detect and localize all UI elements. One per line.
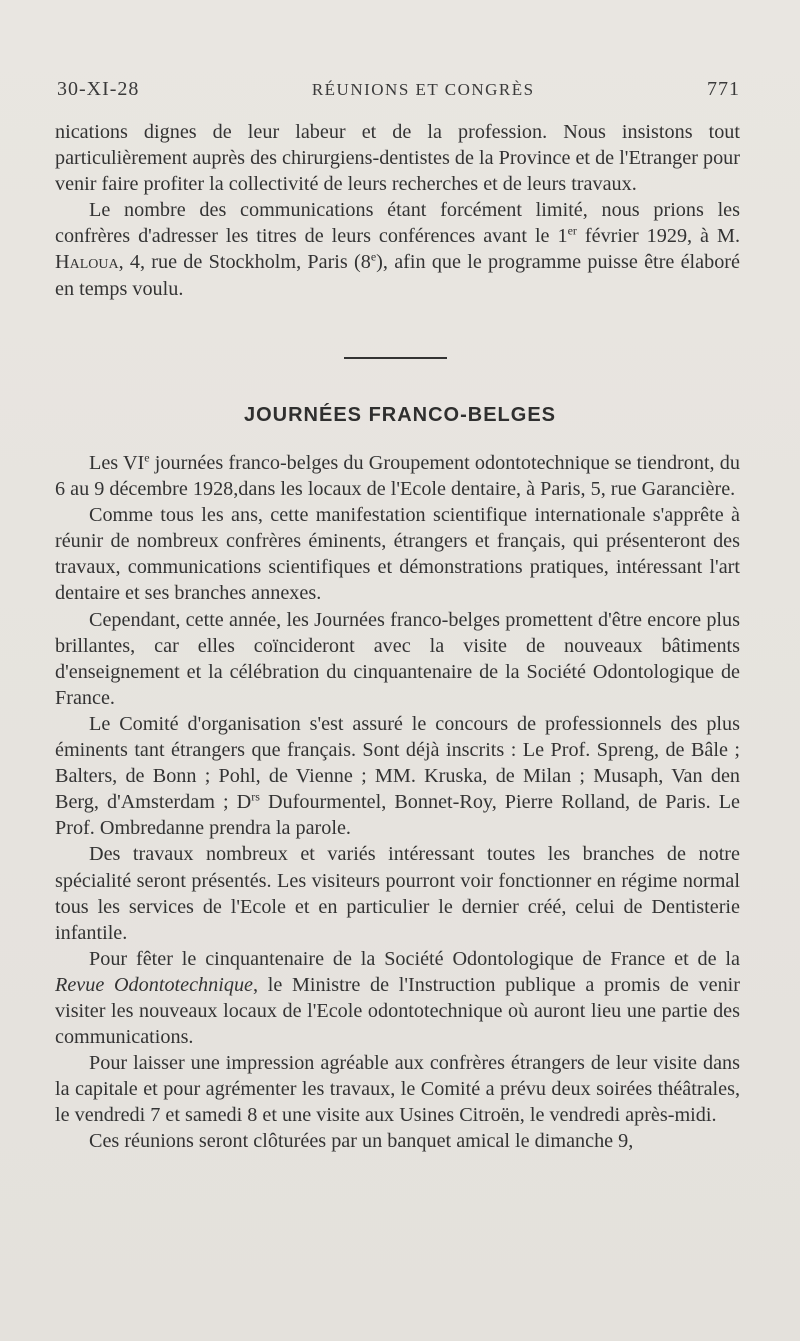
person-name: Haloua: [55, 251, 119, 274]
text-run: journées franco-belges du Groupement odontotechnique se tiendront, du 6 au 9 décembre 1928,dans les locaux de l'Ecole dentaire, à Paris, 5, rue Garancière.: [55, 452, 740, 501]
text-run: Pour fêter le cinquantenaire de la Société Odontologique de France et de la: [89, 947, 740, 970]
text-run: Le Comité d'organisation s'est assuré le concours de professionnels des plus éminents tant étrangers que français. Sont déjà inscrits : Le Prof. Spreng, de Bâle ; Balters, de Bonn ; Pohl, de Vienne ; MM. Kruska, de Milan ; Musaph, Van den Berg, d'Amsterdam ; D: [55, 712, 740, 814]
superscript: e: [144, 450, 150, 465]
text-run: Les VI: [89, 452, 145, 474]
paragraph: Cependant, cette année, les Journées franco-belges promettent d'être encore plus brillantes, car elles coïncideront avec la visite de nouveaux bâtiments d'enseignement et la célébration du cinquantenaire de la Société Odontologique de France.: [55, 608, 740, 709]
paragraph: Des travaux nombreux et variés intéressant toutes les branches de notre spécialité seront présentés. Les visiteurs pourront voir fonctionner en régime normal tous les services de l'Ecole et en particulier le dernier créé, celui de Dentisterie infantile.: [55, 843, 740, 944]
paragraph: Pour laisser une impression agréable aux confrères étrangers de leur visite dans la capitale et pour agrémenter les travaux, le Comité a prévu deux soirées théâtrales, le vendredi 7 et samedi 8 et une visite aux Usines Citroën, le vendredi après-midi.: [55, 1052, 740, 1127]
page-number: 771: [706, 78, 740, 100]
paragraph: [55, 946, 740, 1050]
superscript: rs: [251, 789, 260, 804]
text-run: ), afin que le programme puisse être élaboré en temps voulu.: [55, 251, 740, 300]
paragraph: Comme tous les ans, cette manifestation scientifique internationale s'apprête à réunir de nombreux confrères éminents, étrangers et français, qui présenteront des travaux, communications scientifiques et démonstrations pratiques, intéressant l'art dentaire et ses branches annexes.: [55, 504, 740, 605]
section-body: [55, 450, 740, 1155]
superscript: e: [370, 249, 377, 264]
section-heading: JOURNÉES FRANCO-BELGES: [243, 404, 557, 426]
continuation-text: [55, 119, 740, 302]
paragraph: [55, 450, 740, 502]
paragraph: Ces réunions seront clôturées par un banquet amical le dimanche 9,: [89, 1130, 634, 1153]
text-run: , 4, rue de Stockholm, Paris (8: [118, 251, 371, 274]
paragraph: nications dignes de leur labeur et de la profession. Nous insistons tout particulièrement auprès des chirurgiens-dentistes de la Province et de l'Etranger pour venir faire profiter la collectivité de leurs recherches et de leurs travaux.: [55, 121, 740, 196]
header-title: RÉUNIONS ET CONGRÈS: [311, 80, 535, 99]
section-divider: [344, 357, 447, 359]
journal-title: Revue Odontotechnique: [55, 973, 254, 996]
text-run: février 1929, à M.: [576, 225, 740, 248]
text-run: Dufourmentel, Bonnet-Roy, Pierre Rolland, de Paris. Le Prof. Ombredanne prendra la parole.: [55, 791, 741, 840]
header-date: 30-XI-28: [57, 78, 140, 100]
paragraph: [55, 711, 740, 841]
paragraph: [55, 197, 740, 301]
running-header: [57, 78, 740, 108]
text-run: , le Ministre de l'Instruction publique a promis de venir visiter les nouveaux locaux de l'Ecole odontotechnique où auront lieu une partie des communications.: [55, 973, 740, 1049]
text-run: Le nombre des communications étant forcément limité, nous prions les confrères d'adresser les titres de leurs conférences avant le 1: [55, 199, 740, 248]
superscript: er: [567, 223, 577, 238]
